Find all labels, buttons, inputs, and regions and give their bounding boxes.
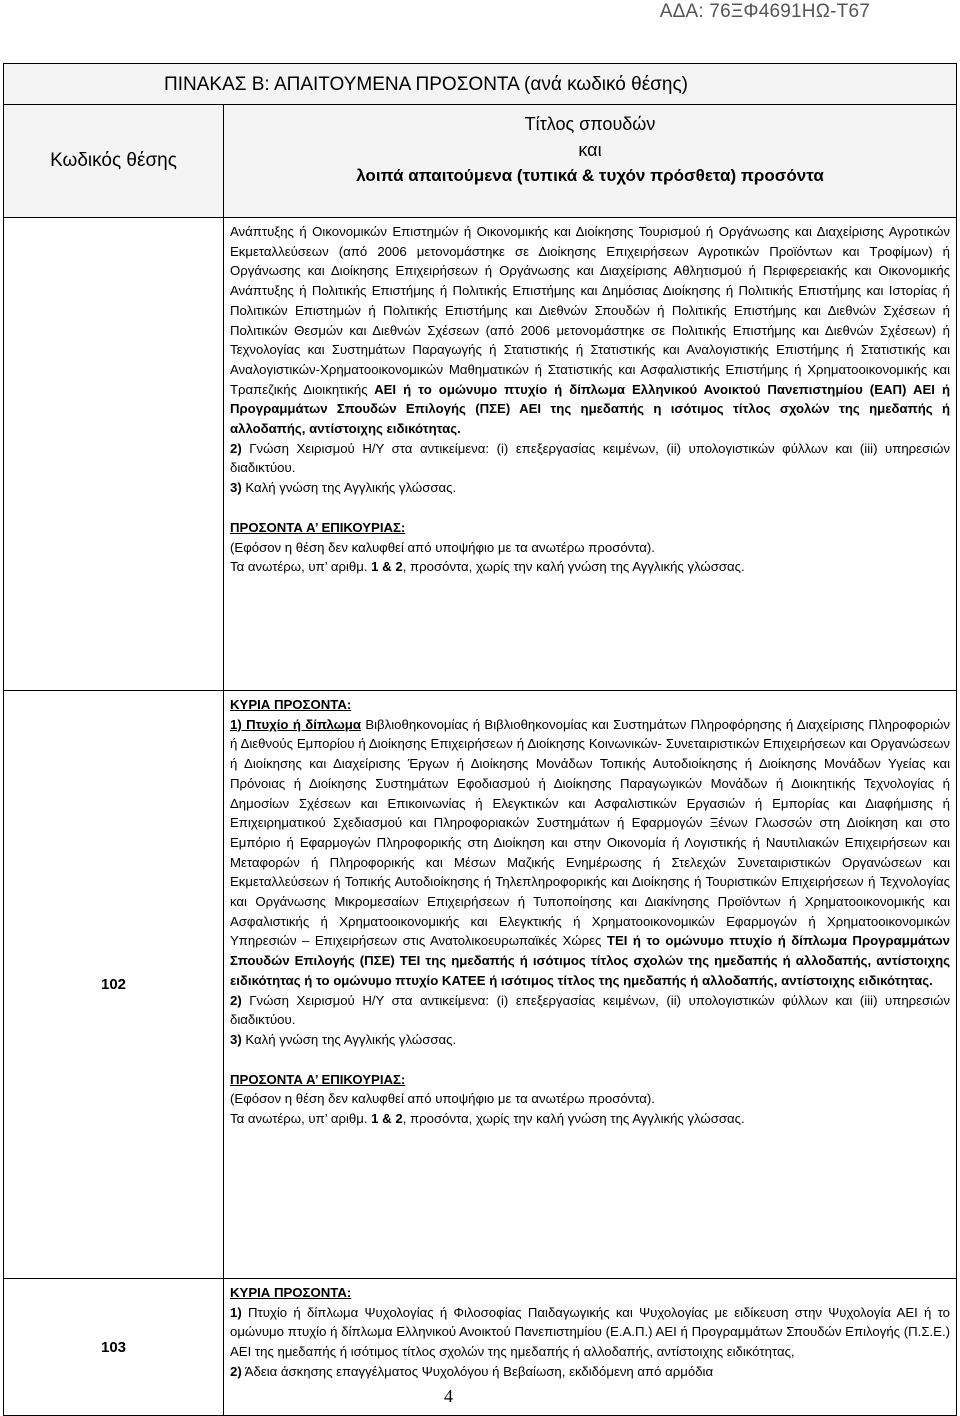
item1-heading: 1) Πτυχίο ή δίπλωμα xyxy=(230,716,361,732)
item-number: 2) xyxy=(230,992,242,1008)
document-code: ΑΔΑ: 76ΞΦ4691ΗΩ-Τ67 xyxy=(659,1,870,22)
main-title: ΚΥΡΙΑ ΠΡΟΣΟΝΤΑ: xyxy=(230,697,352,712)
english-skills-text: Καλή γνώση της Αγγλικής γλώσσας. xyxy=(241,480,457,496)
aux-line2-rest: , προσόντα, χωρίς την καλή γνώση της Αγγλικής γλώσσας. xyxy=(402,559,745,575)
row-code-cell xyxy=(4,218,224,691)
qualifications-table xyxy=(3,63,957,1416)
row-qualifications xyxy=(224,1279,957,1416)
degree-list-text: Ανάπτυξης ή Οικονομικών Επιστημών ή Οικονομικής και Διοίκησης Τουρισμού ή Οργάνωσης και Διαχείρισης Αγροτικών Εκμεταλλεύσεων (από 2006 μετονομάστηκε σε Διοίκησης Επιχειρήσεων Αγροτικών Προϊόντων και Τροφίμων) ή Οργάνωσης και Διοίκησης Επιχειρήσεων ή Οργάνωσης και Διαχείρισης Αθλητισμού ή Περιφερειακής και Οικονομικής Ανάπτυξης ή Πολιτικής Επιστήμης ή Πολιτικής Επιστήμης και Δημόσιας Διοίκησης ή Πολιτικής Επιστήμης και Ιστορίας ή Πολιτικών Επιστημών ή Πολιτικής Επιστήμης και Διεθνών Σπουδών ή Πολιτικής Επιστήμης και Διεθνών Σχέσεων ή Πολιτικών Θεσμών και Διεθνών Σχέσεων (από 2006 μετονομάστηκε σε Πολιτικής Επιστήμης και Διεθνών Σχέσεων) ή Τεχνολογίας και Συστημάτων Παραγωγής ή Στατιστικής ή Στατιστικής και Αναλογιστικής Επιστήμης ή Στατιστικής και Αναλογιστικών-Χρηματοοικονομικών Μαθηματικών ή Στατιστικής και Ασφαλιστικής Επιστήμης ή Χρηματοοικονομικής και Τραπεζικής Διοικητικής xyxy=(230,224,951,397)
item-number: 3) xyxy=(230,480,242,496)
item-number: 3) xyxy=(230,1031,242,1047)
aux-line2-items: 1 & 2 xyxy=(371,559,403,575)
aux-line2 xyxy=(230,557,950,577)
aux-line2-text: Τα ανωτέρω, υπ’ αριθμ. xyxy=(230,559,372,575)
aux-line1: (Εφόσον η θέση δεν καλυφθεί από υποψήφιο με τα ανωτέρω προσόντα). xyxy=(230,1091,655,1107)
table-row xyxy=(4,1279,957,1416)
row-qualifications xyxy=(224,218,957,691)
col2-header-line1: Τίτλος σπουδών xyxy=(524,114,656,134)
row-qualifications xyxy=(224,691,957,1279)
degree-list-bold: ΑΕΙ ή το ομώνυμο πτυχίο ή δίπλωμα Ελληνικού Ανοικτού Πανεπιστημίου (ΕΑΠ) ΑΕΙ ή Προγραμμάτων Σπουδών Επιλογής (ΠΣΕ) ΑΕΙ της ημεδαπής η ισότιμος τίτλος σχολών της ημεδαπής ή αλλοδαπής, αντίστοιχης ειδικότητας. xyxy=(230,381,951,437)
degree-list-bold: ΤΕΙ ή το ομώνυμο πτυχίο ή δίπλωμα Προγραμμάτων Σπουδών Επιλογής (ΠΣΕ) ΤΕΙ της ημεδαπής ή ισότιμος τίτλος σχολών της ημεδαπής ή αλλοδαπής, αντίστοιχης ειδικότητας ή το ομώνυμο πτυχίο ΚΑΤΕΕ ή ισότιμος τίτλος της ημεδαπής ή αλλοδαπής, αντίστοιχης ειδικότητας. xyxy=(230,933,951,988)
computer-skills-text: Γνώση Χειρισμού Η/Υ στα αντικείμενα: (i) επεξεργασίας κειμένων, (ii) υπολογιστικών φύλλων και (iii) υπηρεσιών διαδικτύου. xyxy=(230,440,951,476)
table-title-cell xyxy=(4,64,957,105)
aux-line2 xyxy=(230,1109,950,1129)
item-number: 2) xyxy=(230,1363,242,1379)
english-skills-text: Καλή γνώση της Αγγλικής γλώσσας. xyxy=(241,1031,457,1047)
aux-line2-rest: , προσόντα, χωρίς την καλή γνώση της Αγγλικής γλώσσας. xyxy=(402,1111,745,1127)
col2-header-line2: και xyxy=(578,140,602,160)
table-row xyxy=(4,691,957,1279)
degree-list-text: Πτυχίο ή δίπλωμα Ψυχολογίας ή Φιλοσοφίας Παιδαγωγικής και Ψυχολογίας με ειδίκευση στην Ψυχολογία ΑΕΙ ή το ομώνυμο πτυχίο ή δίπλωμα Ελληνικού Ανοικτού Πανεπιστημίου (Ε.Α.Π.) ΑΕΙ ή Προγραμμάτων Σπουδών Επιλογής (Π.Σ.Ε.) ΑΕΙ της ημεδαπής ή ισότιμος τίτλος σχολών της ημεδαπής ή αλλοδαπής, αντίστοιχης ειδικότητας, xyxy=(230,1304,951,1360)
table-row xyxy=(4,218,957,691)
computer-skills-text: Γνώση Χειρισμού Η/Υ στα αντικείμενα: (i) επεξεργασίας κειμένων, (ii) υπολογιστικών φύλλων και (iii) υπηρεσιών διαδικτύου. xyxy=(230,992,951,1028)
aux-line2-items: 1 & 2 xyxy=(371,1111,403,1127)
aux-title: ΠΡΟΣΟΝΤΑ Α’ ΕΠΙΚΟΥΡΙΑΣ: xyxy=(230,519,406,535)
page-number: 4 xyxy=(444,1386,453,1406)
aux-title: ΠΡΟΣΟΝΤΑ Α’ ΕΠΙΚΟΥΡΙΑΣ: xyxy=(230,1071,406,1087)
row-code-cell: 103 xyxy=(4,1279,224,1416)
item-number: 2) xyxy=(230,440,242,456)
license-text: Άδεια άσκησης επαγγέλματος Ψυχολόγου ή Βεβαίωση, εκδιδόμενη από αρμόδια xyxy=(241,1363,714,1379)
degree-list-text: Βιβλιοθηκονομίας ή Βιβλιοθηκονομίας και Συστημάτων Πληροφόρησης ή Διαχείρισης Πληροφοριών ή Διεθνούς Εμπορίου ή Διοίκησης Επιχειρήσεων ή Διοίκησης Κοινωνικών- Συνεταιριστικών Επιχειρήσεων και Οργανώσεων ή Διοίκησης και Διαχείρισης Έργων ή Διοίκησης Μονάδων Τοπικής Αυτοδιοίκησης ή Διοίκησης Μονάδων Υγείας και Πρόνοιας ή Διοίκησης Συστημάτων Εφοδιασμού ή Διοίκησης Παραγωγικών Μονάδων ή Διοικητικής Τεχνολογίας ή Δημοσίων Σχέσεων και Επικοινωνίας ή Ελεγκτικών και Ασφαλιστικών Εργασιών ή Εμπορίας και Διαφήμισης ή Επιχειρηματικού Σχεδιασμού και Πληροφοριακών Συστημάτων ή Εφαρμογών Ξένων Γλωσσών στη Διοίκηση και στο Εμπόριο ή Εφαρμογών Πληροφορικής στη Διοίκηση και στην Οικονομία ή Λογιστικής ή Ναυτιλιακών Επιχειρήσεων και Μεταφορών ή Πληροφορικής και Μέσων Μαζικής Ενημέρωσης ή Στελεχών Συνεταιριστικών Οργανώσεων και Εκμεταλλεύσεων ή Τοπικής Αυτοδιοίκησης ή Τηλεπληροφορικής και Διοίκησης ή Τουριστικών Επιχειρήσεων ή Τεχνολογίας και Οργάνωσης Μικρομεσαίων Επιχειρήσεων ή Τυποποίησης και Διακίνησης Προϊόντων ή Χρηματοοικονομικής και Ασφαλιστικής ή Χρηματοοικονομικής και Ελεγκτικής ή Χρηματοοικονομικών Εφαρμογών ή Χρηματοοικονομικών Υπηρεσιών – Επιχειρήσεων στις Ανατολικοευρωπαϊκές Χώρες xyxy=(230,716,951,949)
row-code-cell: 102 xyxy=(4,691,224,1279)
aux-line1: (Εφόσον η θέση δεν καλυφθεί από υποψήφιο με τα ανωτέρω προσόντα). xyxy=(230,539,655,555)
col2-header-line3: λοιπά απαιτούμενα (τυπικά & τυχόν πρόσθετα) προσόντα xyxy=(356,166,824,185)
main-title: ΚΥΡΙΑ ΠΡΟΣΟΝΤΑ: xyxy=(230,1285,352,1300)
aux-line2-text: Τα ανωτέρω, υπ’ αριθμ. xyxy=(230,1111,372,1127)
table-title: ΠΙΝΑΚΑΣ Β: ΑΠΑΙΤΟΥΜΕΝΑ ΠΡΟΣΟΝΤΑ (ανά κωδικό θέσης) xyxy=(164,74,688,95)
col1-header: Κωδικός θέσης xyxy=(4,105,224,218)
col2-header xyxy=(224,105,957,218)
item-number: 1) xyxy=(230,1304,242,1320)
